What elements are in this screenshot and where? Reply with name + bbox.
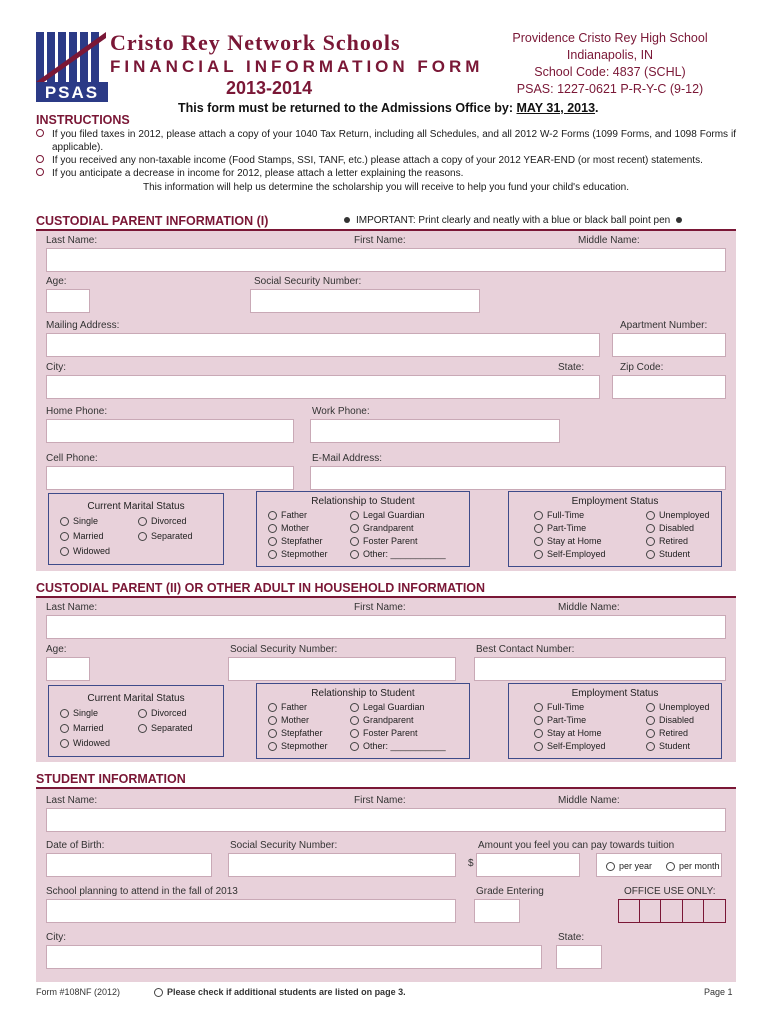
p1-zip-label: Zip Code:	[620, 362, 664, 373]
marital-title: Current Marital Status	[87, 501, 185, 512]
radio-icon	[138, 724, 147, 733]
radio-icon	[60, 709, 69, 718]
p1-rel-foster[interactable]: Foster Parent	[350, 536, 418, 546]
psas-logo	[36, 32, 108, 102]
p2-emp-home[interactable]: Stay at Home	[534, 728, 602, 738]
p1-age-label: Age:	[46, 276, 67, 287]
dollar-sign: $	[468, 858, 474, 869]
notice-prefix: This form must be returned to the Admissions Office by:	[178, 101, 513, 115]
p1-work-phone-field[interactable]	[310, 419, 560, 443]
radio-icon	[534, 703, 543, 712]
s-grade-label: Grade Entering	[476, 886, 544, 897]
radio-icon	[268, 742, 277, 751]
p2-rel-stepfather[interactable]: Stepfather	[268, 728, 323, 738]
p1-marital-divorced[interactable]: Divorced	[138, 516, 187, 526]
s-amount-label: Amount you feel you can pay towards tuition	[478, 840, 675, 851]
radio-icon	[646, 716, 655, 725]
p1-marital-single[interactable]: Single	[60, 516, 98, 526]
parent2-title: CUSTODIAL PARENT (II) OR OTHER ADULT IN HOUSEHOLD INFORMATION	[36, 581, 486, 595]
p2-best-contact-label: Best Contact Number:	[476, 644, 575, 655]
p2-ssn-field[interactable]	[228, 657, 456, 681]
p2-ssn-label: Social Security Number:	[230, 644, 338, 655]
radio-icon	[138, 709, 147, 718]
radio-icon	[350, 550, 359, 559]
return-notice	[178, 101, 599, 115]
radio-icon	[646, 729, 655, 738]
radio-icon	[60, 517, 69, 526]
p1-emp-home[interactable]: Stay at Home	[534, 536, 602, 546]
s-grade-field[interactable]	[474, 899, 520, 923]
page-number: Page 1	[704, 987, 733, 997]
p1-state-label: State:	[558, 362, 585, 373]
p1-emp-retired[interactable]: Retired	[646, 536, 688, 546]
school-name: Providence Cristo Rey High School	[512, 31, 708, 45]
radio-icon	[646, 524, 655, 533]
s-ssn-field[interactable]	[228, 853, 456, 877]
p1-ssn-field[interactable]	[250, 289, 480, 313]
p2-first-name-label: First Name:	[354, 602, 406, 613]
radio-icon	[534, 511, 543, 520]
important-note: IMPORTANT: Print clearly and neatly with a blue or black ball point pen	[338, 215, 688, 226]
radio-icon	[60, 532, 69, 541]
s-school-field[interactable]	[46, 899, 456, 923]
radio-icon	[268, 537, 277, 546]
instruction-item: If you received any non-taxable income (Food Stamps, SSI, TANF, etc.) please attach a copy of your 2012 YEAR-END (or most recent) statements.	[36, 154, 736, 167]
p1-email-label: E-Mail Address:	[312, 453, 383, 464]
additional-students-check[interactable]: Please check if additional students are listed on page 3.	[154, 987, 406, 997]
notice-suffix: .	[595, 101, 599, 115]
radio-icon	[268, 716, 277, 725]
p2-rel-stepmother[interactable]: Stepmother	[268, 741, 328, 751]
p1-rel-stepfather[interactable]: Stepfather	[268, 536, 323, 546]
p1-rel-grandparent[interactable]: Grandparent	[350, 523, 414, 533]
p2-rel-father[interactable]: Father	[268, 702, 307, 712]
s-middle-name-label: Middle Name:	[558, 795, 620, 806]
p1-emp-fulltime[interactable]: Full-Time	[534, 510, 584, 520]
radio-icon	[268, 703, 277, 712]
p2-rel-guardian[interactable]: Legal Guardian	[350, 702, 425, 712]
radio-icon	[268, 550, 277, 559]
p2-last-name-label: Last Name:	[46, 602, 98, 613]
p1-city-label: City:	[46, 362, 66, 373]
p1-emp-parttime[interactable]: Part-Time	[534, 523, 586, 533]
p1-apartment-field[interactable]	[612, 333, 726, 357]
p2-age-field[interactable]	[46, 657, 90, 681]
s-amount-field[interactable]	[476, 853, 580, 877]
p2-marital-single[interactable]: Single	[60, 708, 98, 718]
p2-marital-widowed[interactable]: Widowed	[60, 738, 110, 748]
p1-ssn-label: Social Security Number:	[254, 276, 362, 287]
school-code: School Code: 4837 (SCHL)	[534, 65, 686, 79]
p1-zip-field[interactable]	[612, 375, 726, 399]
radio-icon	[646, 537, 655, 546]
relationship-title: Relationship to Student	[311, 496, 415, 507]
p2-emp-student[interactable]: Student	[646, 741, 690, 751]
instruction-item: If you anticipate a decrease in income for 2012, please attach a letter explaining the reasons.	[36, 167, 736, 180]
radio-icon	[606, 862, 615, 871]
p1-emp-disabled[interactable]: Disabled	[646, 523, 694, 533]
p1-middle-name-label: Middle Name:	[578, 235, 640, 246]
bullet-icon	[36, 129, 44, 137]
p2-name-field[interactable]	[46, 615, 726, 639]
p1-mailing-label: Mailing Address:	[46, 320, 120, 331]
form-number: Form #108NF (2012)	[36, 987, 121, 997]
s-state-field[interactable]	[556, 945, 602, 969]
radio-icon	[646, 742, 655, 751]
p2-emp-self[interactable]: Self-Employed	[534, 741, 606, 751]
p2-marital-divorced[interactable]: Divorced	[138, 708, 187, 718]
s-school-label: School planning to attend in the fall of 2013	[46, 886, 238, 897]
p1-marital-married[interactable]: Married	[60, 531, 104, 541]
parent1-title: CUSTODIAL PARENT INFORMATION (I)	[36, 214, 269, 228]
p1-cell-phone-label: Cell Phone:	[46, 453, 98, 464]
s-dob-field[interactable]	[46, 853, 212, 877]
office-use-box	[618, 899, 726, 923]
school-city: Indianapolis, IN	[566, 48, 654, 62]
s-ssn-label: Social Security Number:	[230, 840, 338, 851]
radio-icon	[350, 511, 359, 520]
student-title: STUDENT INFORMATION	[36, 772, 186, 786]
p1-home-phone-label: Home Phone:	[46, 406, 108, 417]
bullet-icon	[36, 155, 44, 163]
logo-text: PSAS	[44, 83, 100, 102]
p1-emp-self[interactable]: Self-Employed	[534, 549, 606, 559]
p2-rel-grandparent[interactable]: Grandparent	[350, 715, 414, 725]
radio-icon	[534, 729, 543, 738]
p2-rel-other[interactable]: Other: ___________	[350, 741, 446, 751]
p1-rel-guardian[interactable]: Legal Guardian	[350, 510, 425, 520]
s-dob-label: Date of Birth:	[46, 840, 105, 851]
org-name: Cristo Rey Network Schools	[110, 30, 401, 55]
marital-title: Current Marital Status	[87, 693, 185, 704]
p2-middle-name-label: Middle Name:	[558, 602, 620, 613]
checkbox-icon	[154, 988, 163, 997]
p1-email-field[interactable]	[310, 466, 726, 490]
radio-icon	[60, 547, 69, 556]
radio-icon	[350, 729, 359, 738]
radio-icon	[646, 511, 655, 520]
instructions-list	[36, 128, 736, 194]
radio-icon	[534, 550, 543, 559]
p2-marital-married[interactable]: Married	[60, 723, 104, 733]
radio-icon	[60, 724, 69, 733]
instructions-note: This information will help us determine the scholarship you will receive to help you fund your child's education.	[142, 182, 630, 193]
p1-age-field[interactable]	[46, 289, 90, 313]
instruction-item: If you filed taxes in 2012, please attach a copy of your 1040 Tax Return, including all Schedules, and all 2012 W-2 Forms (1099 Forms, and 1098 Forms if applicable).	[36, 128, 736, 154]
radio-icon	[268, 524, 277, 533]
relationship-title: Relationship to Student	[311, 688, 415, 699]
p1-rel-other[interactable]: Other: ___________	[350, 549, 446, 559]
psas-code: PSAS: 1227-0621 P-R-Y-C (9-12)	[516, 82, 704, 96]
p1-rel-mother[interactable]: Mother	[268, 523, 309, 533]
radio-icon	[268, 511, 277, 520]
p2-rel-foster[interactable]: Foster Parent	[350, 728, 418, 738]
radio-icon	[350, 524, 359, 533]
p2-emp-parttime[interactable]: Part-Time	[534, 715, 586, 725]
dot-icon	[676, 217, 682, 223]
p1-last-name-label: Last Name:	[46, 235, 98, 246]
p2-best-contact-field[interactable]	[474, 657, 726, 681]
s-city-field[interactable]	[46, 945, 542, 969]
dot-icon	[344, 217, 350, 223]
p1-home-phone-field[interactable]	[46, 419, 294, 443]
radio-icon	[268, 729, 277, 738]
radio-icon	[350, 716, 359, 725]
instructions-title: INSTRUCTIONS	[36, 113, 130, 127]
p1-marital-separated[interactable]: Separated	[138, 531, 193, 541]
p1-first-name-label: First Name:	[354, 235, 406, 246]
radio-icon	[646, 550, 655, 559]
per-year-option[interactable]: per year	[606, 861, 652, 871]
radio-icon	[534, 537, 543, 546]
radio-icon	[534, 742, 543, 751]
s-last-name-label: Last Name:	[46, 795, 98, 806]
s-name-field[interactable]	[46, 808, 726, 832]
bullet-icon	[36, 168, 44, 176]
form-title: FINANCIAL INFORMATION FORM	[110, 57, 484, 76]
p2-marital-separated[interactable]: Separated	[138, 723, 193, 733]
p1-emp-student[interactable]: Student	[646, 549, 690, 559]
notice-date: MAY 31, 2013	[516, 101, 596, 115]
p1-mailing-field[interactable]	[46, 333, 600, 357]
p1-rel-father[interactable]: Father	[268, 510, 307, 520]
s-city-label: City:	[46, 932, 66, 943]
p2-emp-retired[interactable]: Retired	[646, 728, 688, 738]
p1-work-phone-label: Work Phone:	[312, 406, 370, 417]
radio-icon	[646, 703, 655, 712]
p1-cell-phone-field[interactable]	[46, 466, 294, 490]
radio-icon	[350, 703, 359, 712]
p2-emp-disabled[interactable]: Disabled	[646, 715, 694, 725]
p1-name-field[interactable]	[46, 248, 726, 272]
s-state-label: State:	[558, 932, 585, 943]
radio-icon	[534, 524, 543, 533]
radio-icon	[350, 537, 359, 546]
radio-icon	[138, 532, 147, 541]
p2-emp-unemployed[interactable]: Unemployed	[646, 702, 710, 712]
p1-city-field[interactable]	[46, 375, 600, 399]
per-month-option[interactable]: per month	[666, 861, 720, 871]
radio-icon	[666, 862, 675, 871]
school-info	[490, 30, 730, 98]
p2-emp-fulltime[interactable]: Full-Time	[534, 702, 584, 712]
p1-emp-unemployed[interactable]: Unemployed	[646, 510, 710, 520]
form-year: 2013-2014	[226, 78, 313, 98]
radio-icon	[60, 739, 69, 748]
p1-apartment-label: Apartment Number:	[620, 320, 708, 331]
s-first-name-label: First Name:	[354, 795, 406, 806]
radio-icon	[350, 742, 359, 751]
employment-title: Employment Status	[571, 688, 659, 699]
p1-marital-widowed[interactable]: Widowed	[60, 546, 110, 556]
p2-age-label: Age:	[46, 644, 67, 655]
p2-rel-mother[interactable]: Mother	[268, 715, 309, 725]
employment-title: Employment Status	[571, 496, 659, 507]
radio-icon	[138, 517, 147, 526]
office-use-label: OFFICE USE ONLY:	[624, 886, 716, 897]
p1-rel-stepmother[interactable]: Stepmother	[268, 549, 328, 559]
radio-icon	[534, 716, 543, 725]
